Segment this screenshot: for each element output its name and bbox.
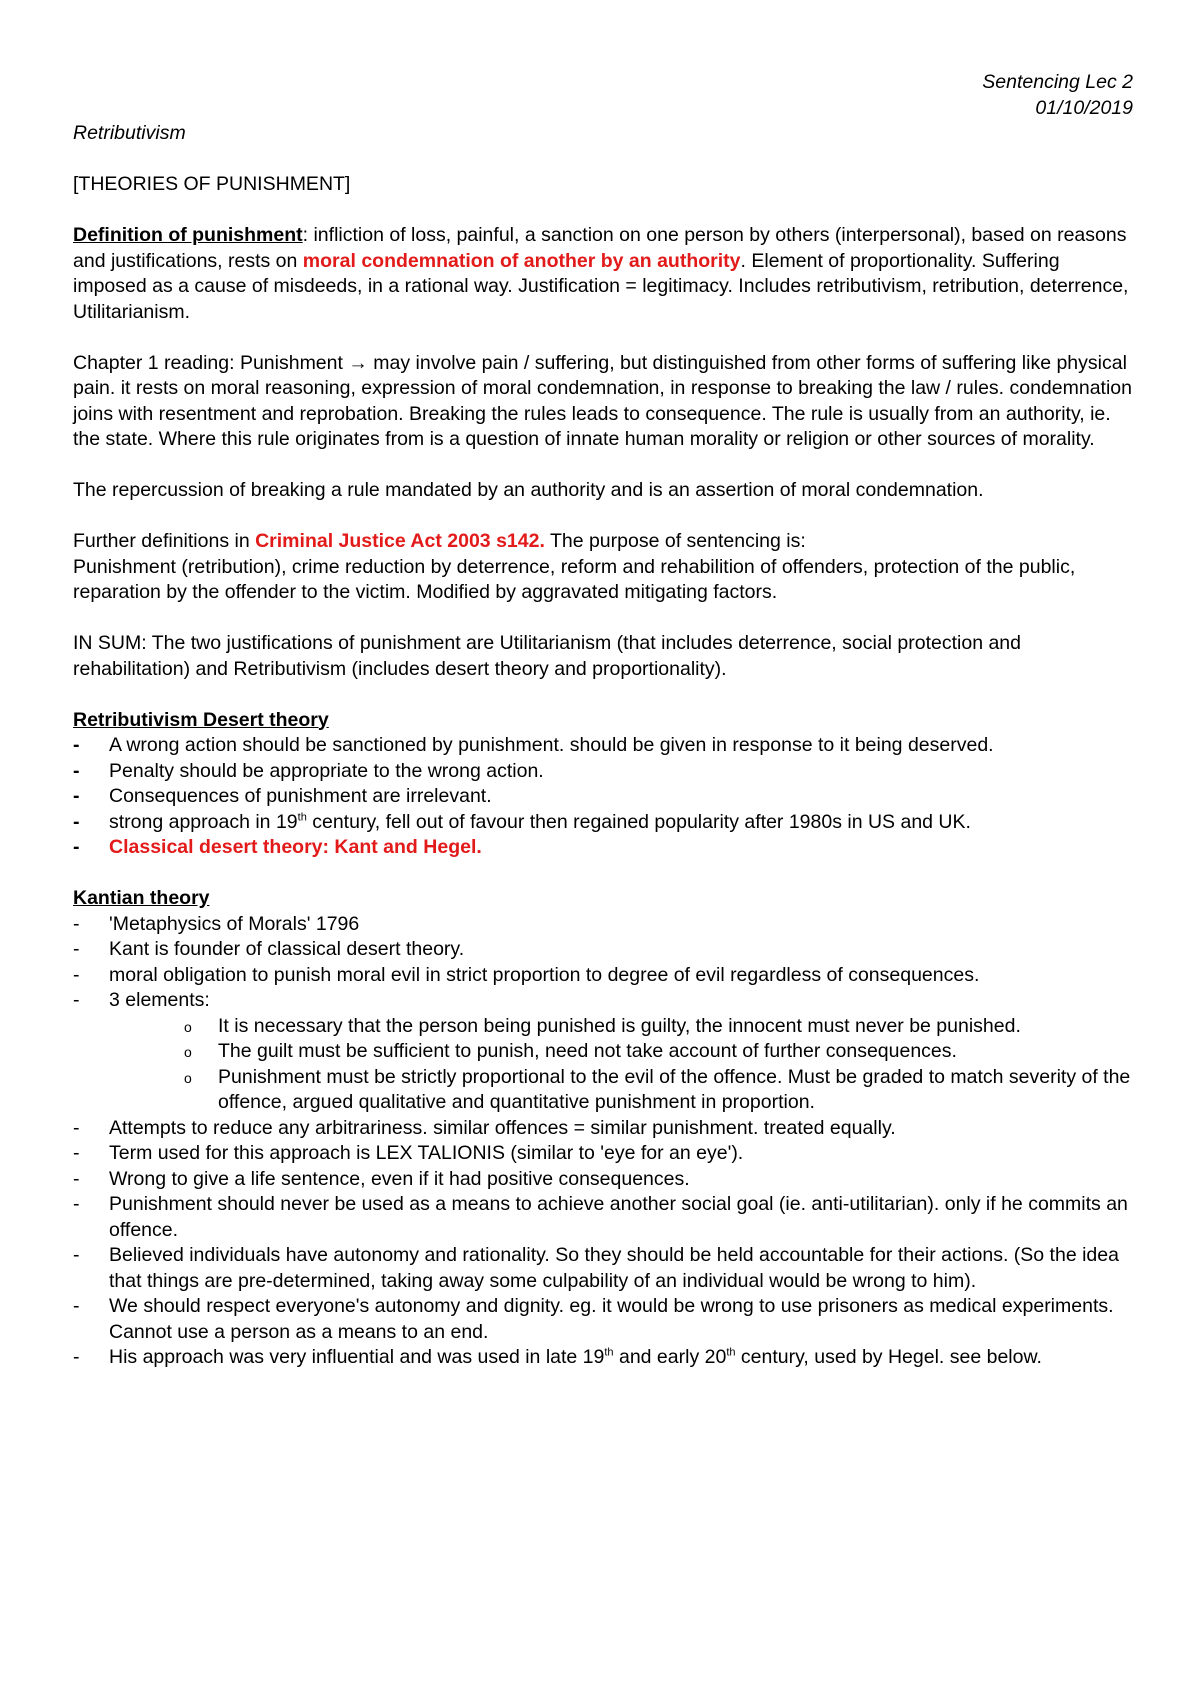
list-item-text: Consequences of punishment are irrelevant. xyxy=(109,785,492,807)
sub-list-item xyxy=(73,1039,1133,1065)
dash-bullet: - xyxy=(73,963,80,986)
list-item xyxy=(73,1294,1133,1345)
list-item-text: Attempts to reduce any arbitrariness. similar offences = similar punishment. treated equally. xyxy=(109,1116,896,1139)
superscript: th xyxy=(604,1346,614,1359)
list-item xyxy=(73,810,1133,836)
kant-heading: Kantian theory xyxy=(73,887,210,909)
further-paragraph xyxy=(73,529,1133,555)
header-title: Sentencing Lec 2 xyxy=(982,71,1133,93)
list-item-text: Term used for this approach is LEX TALIONIS (similar to 'eye for an eye'). xyxy=(109,1142,744,1164)
dash-bullet: - xyxy=(73,989,80,1011)
list-item-text: 'Metaphysics of Morals' 1796 xyxy=(109,912,360,935)
in-sum-paragraph: IN SUM: The two justifications of punishment are Utilitarianism (that includes deterrence, social protection and rehabilitation) and Retributivism (includes desert theory and proportionality). xyxy=(73,632,1021,680)
list-item xyxy=(73,963,1133,989)
desert-heading: Retributivism Desert theory xyxy=(73,708,329,731)
dash-bullet: - xyxy=(73,810,80,833)
classical-desert-theory: Classical desert theory: Kant and Hegel. xyxy=(109,836,482,858)
dash-bullet: - xyxy=(73,734,80,756)
circle-bullet-icon: o xyxy=(184,1069,192,1086)
superscript: th xyxy=(297,811,307,823)
list-item xyxy=(73,1345,1133,1371)
chapter1-paragraph xyxy=(73,351,1133,453)
further-text-2: The purpose of sentencing is: xyxy=(544,530,806,552)
list-item-text: Kant is founder of classical desert theory. xyxy=(109,938,465,960)
list-item-text: and early 20 xyxy=(613,1346,727,1368)
sub-list-item xyxy=(73,1014,1133,1040)
dash-bullet: - xyxy=(73,1142,80,1164)
list-item xyxy=(73,1116,1133,1142)
list-item xyxy=(73,784,1133,810)
list-item xyxy=(73,937,1133,963)
list-item-text: strong approach in 19 xyxy=(109,810,298,833)
list-item-text: moral obligation to punish moral evil in strict proportion to degree of evil regardless of consequences. xyxy=(109,963,980,986)
further-text-1: Further definitions in xyxy=(73,530,256,552)
arrow-right-icon: → xyxy=(348,351,368,374)
list-item-text: Punishment should never be used as a means to achieve another social goal (ie. anti-utilitarian). only if he commits an offence. xyxy=(109,1193,1128,1241)
sub-list-item-text: The guilt must be sufficient to punish, need not take account of further consequences. xyxy=(218,1040,957,1062)
definition-highlight: moral condemnation of another by an authority xyxy=(302,249,741,272)
kant-list-continued xyxy=(73,1116,1133,1371)
list-item-text: A wrong action should be sanctioned by punishment. should be given in response to it being deserved. xyxy=(109,734,994,756)
list-item xyxy=(73,1192,1133,1243)
chapter1-text-2: may involve pain / suffering, but distinguished from other forms of suffering like physical pain. it rests on moral reasoning, expression of moral condemnation, in response to breaking the law / rules. condemnation joins with resentment and reprobation. Breaking the rules leads to consequence. The rule is usually from an authority, ie. the state. Where this rule originates from is a question of innate human morality or religion or other sources of morality. xyxy=(73,351,1132,450)
dash-bullet: - xyxy=(73,1295,80,1317)
chapter1-text-1: Chapter 1 reading: Punishment xyxy=(73,351,349,374)
desert-list xyxy=(73,733,1133,861)
dash-bullet: - xyxy=(73,938,80,960)
definition-label: Definition of punishment xyxy=(73,224,303,246)
definition-paragraph xyxy=(73,223,1133,325)
definition-text-2: . Element of proportionality. Suffering imposed as a cause of misdeeds, in a rational way. Justification = legitimacy. Includes retributivism, retribution, deterrence, Utilitarianism. xyxy=(73,249,1129,323)
dash-bullet: - xyxy=(73,912,80,935)
superscript: th xyxy=(726,1346,736,1359)
circle-bullet-icon: o xyxy=(184,1044,192,1060)
list-item-text: Believed individuals have autonomy and rationality. So they should be held accountable for their actions. (So the idea that things are pre-determined, taking away some culpability of an individual would be wrong to him). xyxy=(109,1244,1119,1292)
criminal-justice-act: Criminal Justice Act 2003 s142. xyxy=(255,530,545,552)
document-page xyxy=(73,70,1133,1371)
list-item xyxy=(73,733,1133,759)
definition-text-1: : infliction of loss, painful, a sanction on one person by others (interpersonal), based on reasons and justifications, rests on xyxy=(73,224,1127,272)
elements-sublist xyxy=(73,1014,1133,1116)
section-title: [THEORIES OF PUNISHMENT] xyxy=(73,173,351,195)
sub-list-item-text: Punishment must be strictly proportional to the evil of the offence. Must be graded to match severity of the offence, argued qualitative and quantitative punishment in proportion. xyxy=(218,1065,1131,1113)
list-item-text: century, fell out of favour then regained popularity after 1980s in US and UK. xyxy=(306,810,971,833)
list-item xyxy=(73,1167,1133,1193)
document-header xyxy=(73,70,1133,121)
list-item-text: We should respect everyone's autonomy and dignity. eg. it would be wrong to use prisoners as medical experiments. Cannot use a person as a means to an end. xyxy=(109,1295,1114,1343)
dash-bullet: - xyxy=(73,1244,80,1266)
list-item xyxy=(73,835,1133,861)
list-item xyxy=(73,759,1133,785)
dash-bullet: - xyxy=(73,1167,80,1190)
list-item-text: His approach was very influential and was used in late 19 xyxy=(109,1346,605,1368)
dash-bullet: - xyxy=(73,836,80,858)
topic-title: Retributivism xyxy=(73,122,186,144)
kant-list xyxy=(73,912,1133,1014)
circle-bullet-icon: o xyxy=(184,1018,192,1035)
further-line-2: Punishment (retribution), crime reduction by deterrence, reform and rehabilition of offenders, protection of the public, reparation by the offender to the victim. Modified by aggravated mitigating factors. xyxy=(73,555,1076,603)
dash-bullet: - xyxy=(73,1193,80,1215)
sub-list-item-text: It is necessary that the person being punished is guilty, the innocent must never be punished. xyxy=(218,1014,1021,1037)
list-item-text: century, used by Hegel. see below. xyxy=(735,1346,1042,1368)
sub-list-item xyxy=(73,1065,1133,1116)
list-item xyxy=(73,912,1133,938)
list-item-text: Penalty should be appropriate to the wrong action. xyxy=(109,759,544,782)
list-item xyxy=(73,1141,1133,1167)
dash-bullet: - xyxy=(73,1346,80,1368)
dash-bullet: - xyxy=(73,1116,80,1139)
header-date: 01/10/2019 xyxy=(1035,96,1133,119)
dash-bullet: - xyxy=(73,759,80,782)
list-item xyxy=(73,1243,1133,1294)
repercussion-paragraph: The repercussion of breaking a rule mandated by an authority and is an assertion of moral condemnation. xyxy=(73,479,984,501)
list-item xyxy=(73,988,1133,1014)
list-item-text: 3 elements: xyxy=(109,989,210,1011)
dash-bullet: - xyxy=(73,785,80,807)
list-item-text: Wrong to give a life sentence, even if it had positive consequences. xyxy=(109,1167,690,1190)
